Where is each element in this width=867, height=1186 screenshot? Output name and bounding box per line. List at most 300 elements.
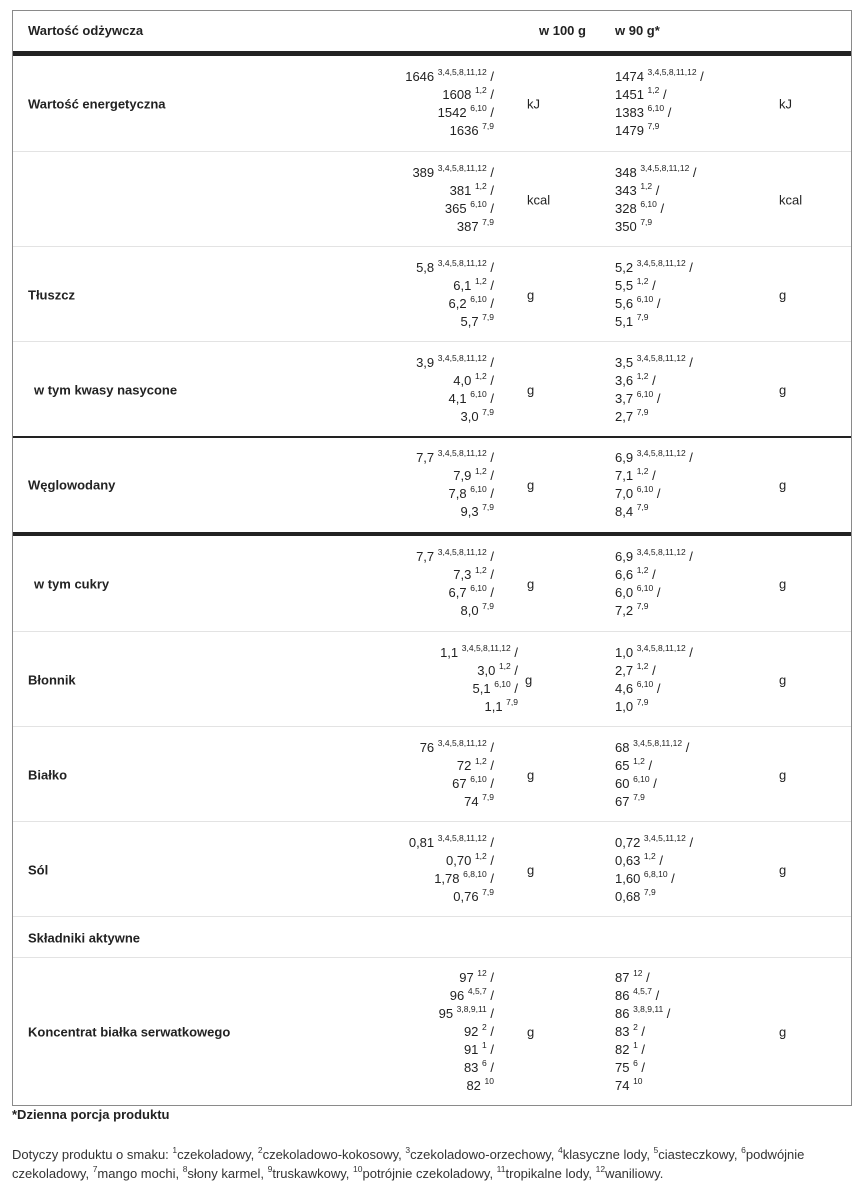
value-90g [615,354,693,426]
value-line [615,1059,670,1077]
flavor-name: mango mochi, [97,1166,183,1181]
flavor-name: klasyczne lody, [562,1147,654,1162]
flavor-codes: 3,4,5,8,11,12 [461,642,511,653]
value-90g [615,449,693,521]
value-line [615,584,693,602]
flavor-codes: 3,8,9,11 [633,1004,664,1015]
value-line [416,277,494,295]
flavor-number: 4 [558,1145,563,1156]
value-line [416,295,494,313]
flavor-codes: 7,9 [643,886,656,897]
flavor-codes: 4,5,7 [467,986,487,997]
value-number: 7,1 [615,468,637,483]
flavor-entry [172,1147,257,1162]
value-separator: / [486,104,494,120]
value-number: 2,7 [615,408,637,424]
value-90g [615,259,693,331]
value-line [412,182,494,200]
value-line [409,834,494,852]
unit-90g: g [779,1024,787,1040]
row-energy-kj [13,56,851,151]
value-number: 91 [463,1042,483,1057]
value-separator: / [486,1060,494,1075]
flavor-codes: 2 [482,1022,487,1033]
value-separator: / [652,182,660,198]
value-separator: / [648,468,656,483]
flavor-codes: 7,9 [482,406,494,417]
flavor-codes: 1,2 [640,180,653,191]
value-number: 387 [456,218,483,234]
flavor-codes: 7,9 [482,216,494,227]
value-number: 3,7 [615,390,637,406]
row-label: Wartość energetyczna [28,96,166,111]
value-line [409,852,494,870]
flavor-name: podwójnie czekoladowy, [12,1147,805,1181]
value-line [615,1077,670,1095]
flavor-codes: 6,10 [470,773,487,784]
value-90g [615,644,693,716]
daily-portion-note: *Dzienna porcja produktu [12,1107,170,1122]
value-separator: / [486,200,494,216]
value-number: 4,0 [453,372,475,388]
unit-90g: g [779,672,787,687]
flavor-entry [93,1166,183,1181]
value-number: 83 [615,1024,634,1039]
value-line [405,86,494,104]
value-line [615,354,693,372]
value-number: 3,5 [615,354,637,370]
flavor-codes: 6,10 [636,388,654,399]
flavor-codes: 1,2 [474,180,487,191]
flavor-codes: 6,10 [633,773,650,784]
value-separator: / [486,988,494,1003]
flavor-name: czekoladowo-kokosowy, [262,1147,406,1162]
value-number: 6,1 [453,277,475,293]
value-number: 5,1 [472,680,495,696]
value-line [615,372,693,390]
value-line [615,122,704,140]
value-number: 6,9 [615,450,637,465]
value-separator: / [653,486,661,501]
flavor-codes: 3,4,5,8,11,12 [636,448,686,459]
value-line [615,164,697,182]
row-label: Koncentrat białka serwatkowego [28,1024,231,1040]
unit-100g: kcal [527,192,551,207]
flavor-codes: 3,4,5,11,12 [643,832,686,843]
flavor-codes: 1,2 [474,370,487,381]
value-number: 0,70 [446,852,475,868]
value-line [615,602,693,620]
row-protein [13,726,851,822]
flavor-codes: 7,9 [506,696,518,707]
value-number: 92 [463,1024,483,1039]
value-separator: / [486,970,494,985]
value-number: 97 [459,970,478,985]
value-line [416,548,494,566]
flavor-number: 11 [496,1164,506,1175]
flavor-codes: 6,10 [470,484,487,495]
value-separator: / [510,644,518,660]
value-number: 1608 [442,86,475,102]
value-line [416,449,494,467]
value-line [615,775,689,793]
value-separator: / [642,970,650,985]
flavor-entry [558,1147,654,1162]
value-100g [416,548,494,620]
value-line [420,757,494,775]
value-separator: / [653,390,661,406]
flavor-codes: 3,4,5,8,11,12 [437,257,487,268]
value-number: 6,0 [615,584,637,600]
value-number: 75 [615,1060,634,1075]
unit-90g: g [779,382,787,397]
value-separator: / [486,1006,494,1021]
flavor-number: 2 [257,1145,263,1156]
value-100g [416,259,494,331]
value-line [615,739,689,757]
unit-100g: g [527,287,535,302]
value-line [440,698,518,716]
value-separator: / [685,450,693,465]
flavor-codes: 7,9 [647,120,660,131]
value-line [416,354,494,372]
value-number: 7,8 [448,486,471,501]
unit-90g: g [779,576,787,591]
value-separator: / [656,200,665,216]
flavor-name: potrójnie czekoladowy, [362,1166,497,1181]
value-separator: / [648,277,656,293]
value-number: 381 [449,182,475,198]
row-label: Tłuszcz [28,287,75,302]
flavor-codes: 7,9 [636,406,649,417]
value-number: 74 [615,1078,634,1093]
table-header [13,11,851,56]
value-line [412,200,494,218]
value-separator: / [486,182,494,198]
value-line [416,390,494,408]
flavor-entry [654,1147,742,1162]
value-separator: / [637,1042,646,1057]
flavor-codes: 1,2 [474,84,487,95]
unit-90g: g [779,767,787,782]
value-number: 82 [466,1078,485,1093]
flavor-codes: 6,10 [636,678,654,689]
row-whey-protein-concentrate [13,957,851,1106]
flavor-codes: 10 [484,1076,494,1087]
unit-100g: g [527,767,535,782]
value-line [615,793,689,811]
value-line [615,485,693,503]
value-separator: / [486,486,494,501]
flavor-name: słony karmel, [187,1166,268,1181]
unit-100g: g [527,382,535,397]
value-90g [615,834,693,906]
row-label: w tym cukry [34,576,110,591]
value-number: 68 [615,739,634,755]
value-line [615,1041,670,1059]
flavor-codes: 6,10 [470,582,487,593]
header-per-90g: w 90 g* [615,23,660,38]
value-100g [439,969,494,1095]
value-number: 3,0 [477,662,499,678]
value-line [405,122,494,140]
value-separator: / [486,852,494,868]
header-per-100g: w 100 g [539,23,586,38]
value-number: 5,5 [615,277,637,293]
value-line [420,775,494,793]
value-line [615,68,704,86]
flavor-codes: 3,4,5,8,11,12 [640,162,690,173]
value-line [615,449,693,467]
flavor-codes: 1,2 [636,564,649,575]
value-number: 5,1 [615,313,637,329]
value-line [416,566,494,584]
value-number: 7,7 [416,548,438,564]
value-separator: / [486,1024,494,1039]
value-line [615,200,697,218]
value-line [615,548,693,566]
value-number: 343 [615,182,641,198]
value-line [439,1023,494,1041]
value-line [416,467,494,485]
value-number: 1542 [437,104,471,120]
value-separator: / [510,662,518,678]
value-separator: / [486,566,494,582]
value-separator: / [685,259,693,275]
value-line [439,987,494,1005]
unit-100g: g [527,862,535,877]
flavor-codes: 6,10 [494,678,511,689]
value-line [615,104,704,122]
value-number: 0,81 [408,834,438,850]
flavor-codes: 1,2 [474,564,487,575]
value-100g [416,354,494,426]
value-separator: / [486,870,494,886]
value-separator: / [486,354,494,370]
value-line [615,888,693,906]
value-100g [412,164,494,236]
flavor-codes: 7,9 [633,791,645,802]
value-line [412,164,494,182]
value-90g [615,969,670,1095]
value-line [615,969,670,987]
value-number: 9,3 [460,504,483,519]
value-separator: / [486,1042,494,1057]
value-number: 1,1 [440,644,462,660]
value-line [615,757,689,775]
value-separator: / [486,295,494,311]
flavor-codes: 1,2 [636,466,649,477]
flavor-number: 3 [405,1145,411,1156]
value-separator: / [486,390,494,406]
value-number: 95 [438,1006,457,1021]
flavor-number: 8 [182,1164,188,1175]
value-line [416,602,494,620]
value-100g [405,68,494,140]
value-number: 1636 [449,122,483,138]
flavor-number: 7 [92,1164,98,1175]
flavor-name: ciasteczkowy, [658,1147,742,1162]
value-number: 83 [463,1060,483,1075]
value-line [615,295,693,313]
value-line [439,969,494,987]
value-line [615,408,693,426]
flavor-codes: 3,4,5,8,11,12 [437,832,487,843]
value-number: 1,0 [615,698,637,714]
value-line [439,1077,494,1095]
value-number: 1,0 [615,644,637,660]
value-separator: / [644,757,653,773]
value-line [416,485,494,503]
value-separator: / [685,834,694,850]
value-number: 87 [615,970,634,985]
value-line [416,503,494,521]
value-separator: / [486,775,494,791]
value-line [416,313,494,331]
flavor-number: 6 [741,1145,746,1156]
value-number: 1383 [615,104,648,120]
value-number: 1,78 [434,870,464,886]
flavor-entry [596,1166,664,1181]
row-label: Węglowodany [28,477,116,493]
value-number: 3,6 [615,372,637,388]
value-number: 74 [464,793,483,809]
unit-100g: kJ [527,96,540,111]
value-number: 0,76 [453,888,483,904]
value-number: 67 [452,775,471,791]
value-line [420,793,494,811]
row-label: Składniki aktywne [28,930,140,945]
unit-90g: g [779,287,787,302]
flavor-codes: 3,8,9,11 [456,1004,487,1015]
flavor-codes: 1,2 [474,755,487,766]
value-separator: / [689,164,697,180]
value-line [615,662,693,680]
flavor-codes: 3,4,5,8,11,12 [636,546,686,557]
value-separator: / [486,259,494,275]
flavor-number: 9 [267,1164,273,1175]
value-separator: / [648,566,656,582]
value-line [416,408,494,426]
flavor-entry [183,1166,268,1181]
flavor-codes: 1,2 [498,660,511,671]
value-separator: / [649,775,657,791]
flavor-codes: 3,4,5,8,11,12 [437,352,487,363]
value-line [405,68,494,86]
header-nutrition-value: Wartość odżywcza [28,23,144,38]
value-separator: / [486,277,494,293]
flavor-legend [12,1145,852,1183]
flavor-codes: 3,4,5,8,11,12 [437,66,487,77]
flavor-number: 12 [595,1164,606,1175]
value-line [615,86,704,104]
flavor-number: 5 [653,1145,659,1156]
value-number: 82 [615,1042,634,1057]
nutrition-table [12,10,852,1106]
value-line [615,1023,670,1041]
value-100g [409,834,494,906]
value-number: 5,2 [615,259,637,275]
flavor-codes: 6,10 [470,388,487,399]
value-separator: / [486,164,494,180]
flavor-codes: 7,9 [636,696,649,707]
flavor-codes: 1,2 [474,850,487,861]
flavor-codes: 6,10 [636,293,654,304]
value-separator: / [637,1060,646,1075]
value-separator: / [667,870,675,886]
flavor-codes: 7,9 [636,311,649,322]
flavor-codes: 3,4,5,8,11,12 [437,448,487,459]
value-separator: / [682,739,690,755]
flavor-codes: 7,9 [482,886,494,897]
value-line [440,680,518,698]
flavor-codes: 1,2 [643,850,656,861]
value-line [615,313,693,331]
flavor-codes: 3,4,5,8,11,12 [437,546,487,557]
value-separator: / [486,834,494,850]
value-number: 5,6 [615,295,637,311]
value-number: 72 [456,757,475,773]
value-line [615,566,693,584]
value-number: 7,3 [453,566,475,582]
value-separator: / [685,548,693,564]
value-line [439,1041,494,1059]
value-number: 350 [615,218,641,234]
flavor-codes: 7,9 [482,600,494,611]
value-line [439,1059,494,1077]
value-line [615,467,693,485]
value-number: 96 [449,988,468,1003]
value-number: 7,0 [615,486,637,501]
flavor-codes: 6,10 [647,102,665,113]
value-100g [420,739,494,811]
flavor-codes: 6,8,10 [643,868,668,879]
value-100g [440,644,518,716]
value-number: 6,6 [615,566,637,582]
value-line [615,698,693,716]
value-number: 65 [615,757,634,773]
flavor-codes: 7,9 [482,791,494,802]
value-line [615,987,670,1005]
value-separator: / [648,372,656,388]
unit-100g: g [527,576,535,591]
flavor-codes: 3,4,5,8,11,12 [636,642,686,653]
value-line [615,834,693,852]
flavor-entry [258,1147,406,1162]
flavor-codes: 1,2 [636,275,649,286]
value-number: 7,7 [416,450,438,465]
unit-100g: g [527,477,535,493]
flavor-entry [405,1147,558,1162]
value-number: 76 [419,739,438,755]
value-separator: / [659,86,667,102]
flavor-codes: 7,9 [482,311,494,322]
value-line [439,1005,494,1023]
value-number: 6,9 [615,548,637,564]
value-number: 8,0 [460,602,483,618]
flavor-codes: 7,9 [482,502,494,513]
flavor-codes: 3,4,5,8,11,12 [636,257,686,268]
value-number: 3,0 [460,408,483,424]
unit-90g: kcal [779,192,803,207]
flavor-name: waniliowy. [605,1166,664,1181]
value-90g [615,739,689,811]
flavor-codes: 1,2 [474,275,487,286]
value-separator: / [655,852,663,868]
value-line [615,644,693,662]
value-separator: / [685,644,693,660]
value-90g [615,548,693,620]
